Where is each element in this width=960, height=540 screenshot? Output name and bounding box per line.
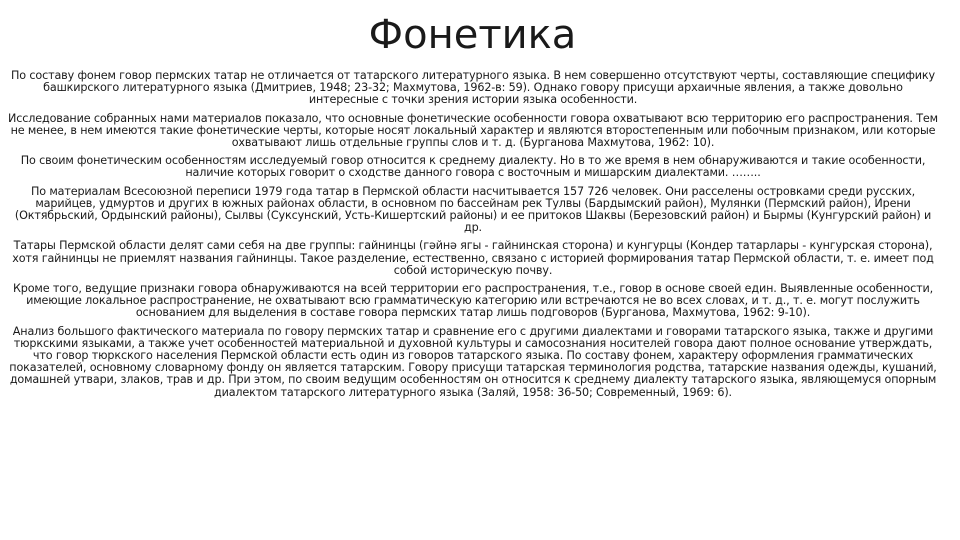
slide-body — [8, 70, 938, 405]
paragraph-subdialects: Кроме того, ведущие признаки говора обнаруживаются на всей территории его распространения, т.е., говор в основе своей един. Выявленные особенности, имеющие локальное распространение, не охватывают всю грамматическую категорию или встречаются не во всех словах, и т. д., т. е. могут послужить основанием для выделения в составе говора пермских татар лишь подговоров (Бурганова, Махмутова, 1962: 9-10). — [12, 282, 933, 320]
paragraph-phoneme-composition: По составу фонем говор пермских татар не отличается от татарского литературного языка. В нем совершенно отсутствуют черты, составляющие специфику башкирского литературного языка (Дмитриев, 1948; 23-32; Махмутова, 1962-в: 59). Однако говору присущи архаичные явления, а также довольно интересные с точки зрения истории языка особенности. — [11, 69, 935, 107]
paragraph-tatar-groups: Татары Пермской области делят сами себя на две группы: гайнинцы (гәйнә ягы - гайнинская сторона) и кунгурцы (Кондер татарлары - кунгурская сторона), хотя гайнинцы не приемлят названия гайнинцы. Такое разделение, естественно, связано с историей формирования татар Пермской области, т. е. имеет под собой историческую почву. — [12, 239, 934, 277]
paragraph-analysis-conclusion: Анализ большого фактического материала по говору пермских татар и сравнение его с другими диалектами и говорами татарского языка, также и другими тюркскими языками, а также учет особенностей материальной и духовной культуры и самосознания носителей говора дают полное основание утверждать, что говор тюркского населения Пермской области есть один из говоров татарского языка. По составу фонем, характеру оформления грамматических показателей, основному словарному фонду он является татарским. Говору присущи татарская терминология родства, татарские названия одежды, кушаний, домашней утвари, злаков, трав и др. При этом, по своим ведущим особенностям он относится к среднему диалекту татарского языка, являющемуся опорным диалектом татарского литературного языка (Заляй, 1958: 36-50; Современный, 1969: 6). — [9, 324, 937, 399]
paragraph-census-data: По материалам Всесоюзной переписи 1979 года татар в Пермской области насчитывается 157 726 человек. Они расселены островками среди русских, марийцев, удмуртов и других в южных районах области, в основном по бассейнам рек Тулвы (Бардымский район), Мулянки (Пермский район), Ирени (Октябрьский, Ордынский районы), Сылвы (Суксунский, Усть-Кишертский районы) и ее притоков Шаквы (Березовский район) и Бырмы (Кунгурский район) и др. — [14, 184, 932, 235]
paragraph-research-findings: Исследование собранных нами материалов показало, что основные фонетические особенности говора охватывают всю территорию его распространения. Тем не менее, в нем имеются такие фонетические черты, которые носят локальный характер и являются второстепенным или побочным признаком, или которые охватывают лишь отдельные группы слов и т. д. (Бурганова Махмутова, 1962: 10). — [8, 111, 938, 150]
slide-title: Фонетика — [368, 12, 577, 58]
paragraph-dialect-classification: По своим фонетическим особенностям исследуемый говор относится к среднему диалекту. Но в то же время в нем обнаруживаются и такие особенности, наличие которых говорит о сходстве данного говора с восточным и мишарским диалектами. …….. — [20, 154, 926, 180]
